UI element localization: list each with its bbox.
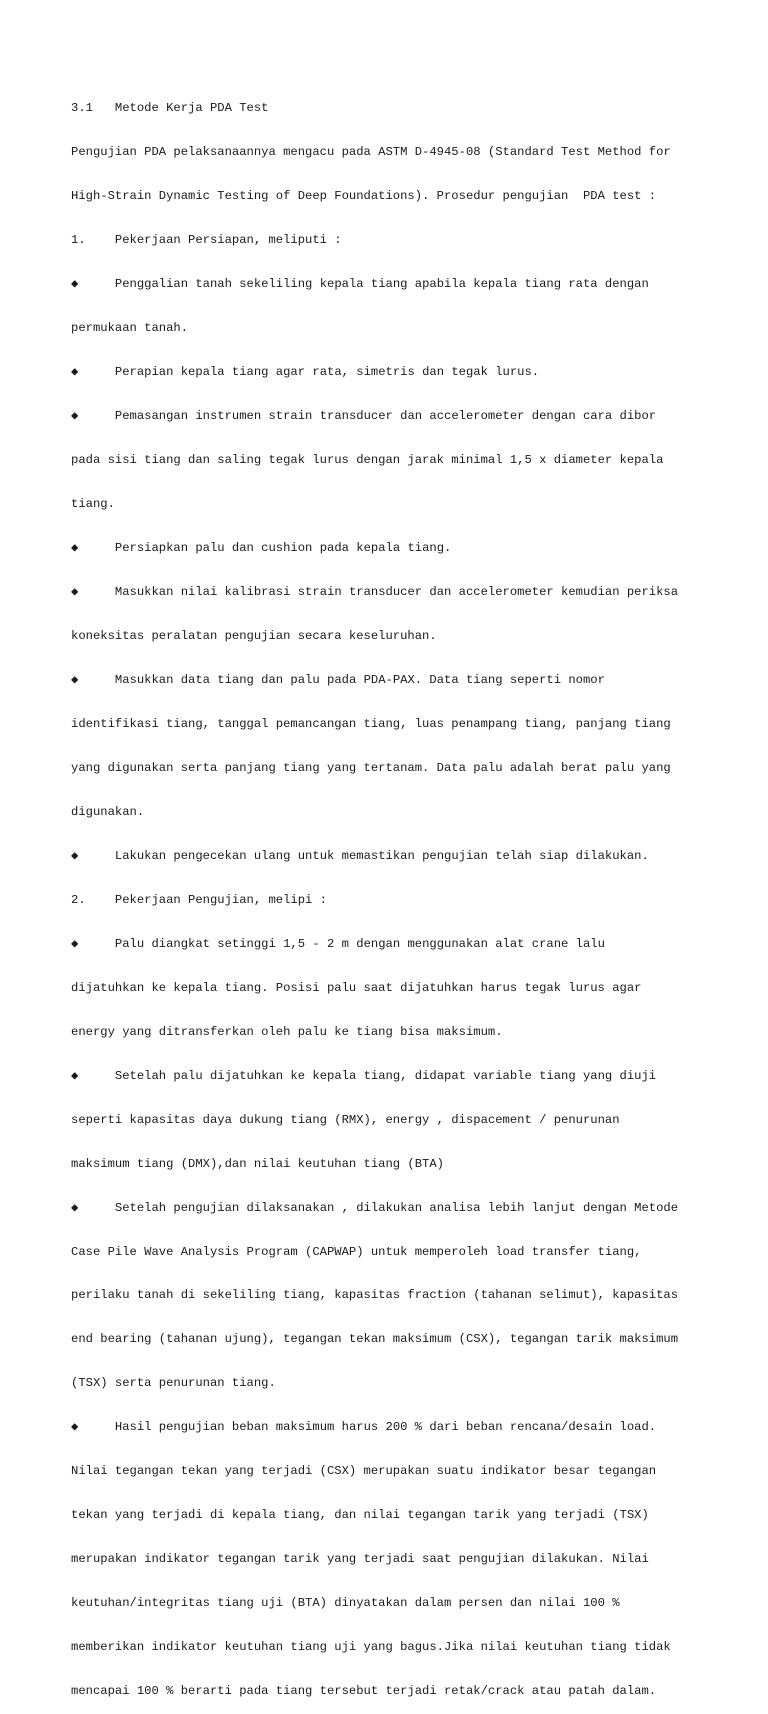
bullet-item-line: maksimum tiang (DMX),dan nilai keutuhan tiang (BTA) (71, 1156, 444, 1171)
bullet-item-line: energy yang ditransferkan oleh palu ke tiang bisa maksimum. (71, 1024, 503, 1039)
bullet-item-line: merupakan indikator tegangan tarik yang terjadi saat pengujian dilakukan. Nilai (71, 1552, 649, 1567)
section-heading: 3.1 Metode Kerja PDA Test (71, 101, 269, 116)
bullet-item-line: Case Pile Wave Analysis Program (CAPWAP) untuk memperoleh load transfer tiang, (71, 1244, 642, 1259)
numbered-item-heading: 2. Pekerjaan Pengujian, melipi : (71, 892, 327, 907)
bullet-item-line: ◆ Masukkan data tiang dan palu pada PDA-PAX. Data tiang seperti nomor (71, 672, 605, 687)
bullet-item-line: permukaan tanah. (71, 321, 189, 336)
bullet-item-line: (TSX) serta penurunan tiang. (71, 1376, 276, 1391)
bullet-item-line: perilaku tanah di sekeliling tiang, kapasitas fraction (tahanan selimut), kapasitas (71, 1288, 679, 1303)
bullet-item-line: ◆ Perapian kepala tiang agar rata, simetris dan tegak lurus. (71, 365, 540, 380)
bullet-item-line: tekan yang terjadi di kepala tiang, dan nilai tegangan tarik yang terjadi (TSX) (71, 1508, 649, 1523)
paragraph-line: Pengujian PDA pelaksanaannya mengacu pada ASTM D-4945-08 (Standard Test Method for (71, 145, 671, 160)
bullet-item-line: ◆ Hasil pengujian beban maksimum harus 200 % dari beban rencana/desain load. (71, 1420, 657, 1435)
bullet-item-line: identifikasi tiang, tanggal pemancangan tiang, luas penampang tiang, panjang tiang (71, 716, 671, 731)
numbered-item-heading: 1. Pekerjaan Persiapan, meliputi : (71, 233, 342, 248)
bullet-item-line: memberikan indikator keutuhan tiang uji yang bagus.Jika nilai keutuhan tiang tidak (71, 1640, 671, 1655)
bullet-item-line: ◆ Lakukan pengecekan ulang untuk memastikan pengujian telah siap dilakukan. (71, 848, 649, 863)
bullet-item-line: ◆ Setelah palu dijatuhkan ke kepala tiang, didapat variable tiang yang diuji (71, 1068, 657, 1083)
bullet-item-line: koneksitas peralatan pengujian secara keseluruhan. (71, 628, 437, 643)
bullet-item-line: end bearing (tahanan ujung), tegangan tekan maksimum (CSX), tegangan tarik maksimum (71, 1332, 679, 1347)
bullet-item-line: digunakan. (71, 804, 145, 819)
bullet-item-line: ◆ Persiapkan palu dan cushion pada kepala tiang. (71, 541, 452, 555)
bullet-item-line: ◆ Setelah pengujian dilaksanakan , dilakukan analisa lebih lanjut dengan Metode (71, 1200, 679, 1215)
bullet-item-line: Nilai tegangan tekan yang terjadi (CSX) merupakan suatu indikator besar tegangan (71, 1464, 657, 1479)
document-body (71, 72, 711, 1714)
bullet-item-line: ◆ Penggalian tanah sekeliling kepala tiang apabila kepala tiang rata dengan (71, 277, 649, 292)
bullet-item-line: ◆ Pemasangan instrumen strain transducer dan accelerometer dengan cara dibor (71, 409, 657, 424)
paragraph-line: High-Strain Dynamic Testing of Deep Foundations). Prosedur pengujian PDA test : (71, 189, 657, 204)
bullet-item-line: mencapai 100 % berarti pada tiang tersebut terjadi retak/crack atau patah dalam. (71, 1684, 657, 1699)
bullet-item-line: seperti kapasitas daya dukung tiang (RMX), energy , dispacement / penurunan (71, 1112, 620, 1127)
bullet-item-line: pada sisi tiang dan saling tegak lurus dengan jarak minimal 1,5 x diameter kepala (71, 453, 664, 468)
bullet-item-line: keutuhan/integritas tiang uji (BTA) dinyatakan dalam persen dan nilai 100 % (71, 1596, 620, 1611)
bullet-item-line: dijatuhkan ke kepala tiang. Posisi palu saat dijatuhkan harus tegak lurus agar (71, 980, 642, 995)
bullet-item-line: yang digunakan serta panjang tiang yang tertanam. Data palu adalah berat palu yang (71, 760, 671, 775)
bullet-item-line: ◆ Masukkan nilai kalibrasi strain transducer dan accelerometer kemudian periksa (71, 584, 679, 599)
bullet-item-line: ◆ Palu diangkat setinggi 1,5 - 2 m dengan menggunakan alat crane lalu (71, 936, 605, 951)
bullet-item-line: tiang. (71, 497, 115, 512)
